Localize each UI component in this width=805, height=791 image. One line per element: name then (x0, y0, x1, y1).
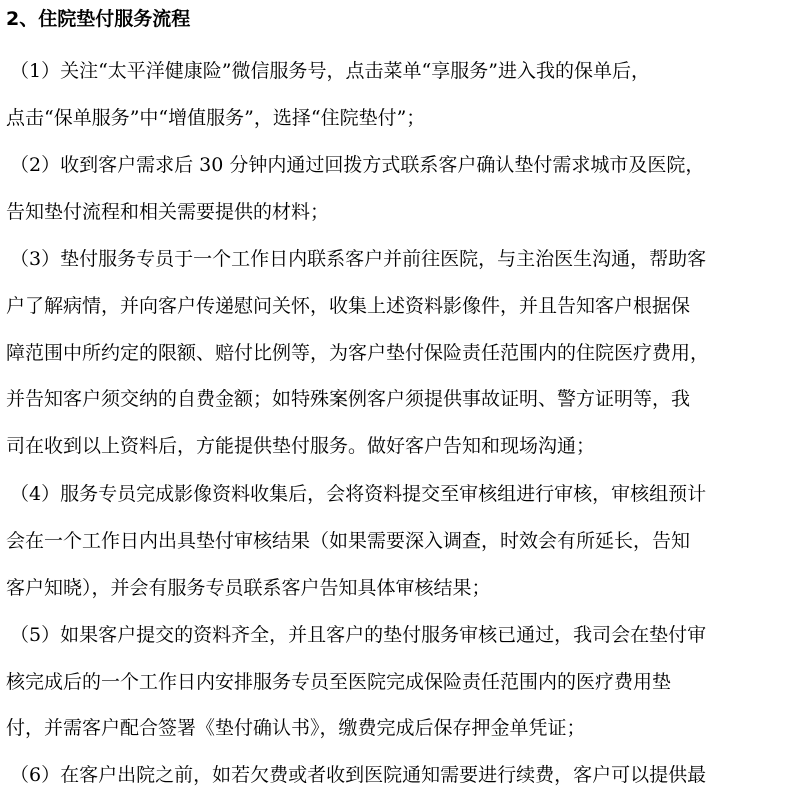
paragraph-line: （6）在客户出院之前，如若欠费或者收到医院通知需要进行续费，客户可以提供最 (10, 764, 707, 786)
paragraph-line: 点击“保单服务”中“增值服务”，选择“住院垫付”； (6, 107, 426, 129)
paragraph-line: （2）收到客户需求后 30 分钟内通过回拨方式联系客户确认垫付需求城市及医院， (10, 154, 705, 176)
paragraph-line: （1）关注“太平洋健康险”微信服务号，点击菜单“享服务”进入我的保单后， (10, 60, 650, 82)
paragraph-line: 司在收到以上资料后，方能提供垫付服务。做好客户告知和现场沟通； (6, 435, 596, 457)
section-heading: 2、住院垫付服务流程 (6, 8, 191, 30)
paragraph-line: 并告知客户须交纳的自费金额；如特殊案例客户须提供事故证明、警方证明等，我 (6, 388, 691, 410)
paragraph-line: 核完成后的一个工作日内安排服务专员至医院完成保险责任范围内的医疗费用垫 (6, 671, 672, 693)
paragraph-line: （4）服务专员完成影像资料收集后，会将资料提交至审核组进行审核，审核组预计 (10, 483, 707, 505)
paragraph-line: （5）如果客户提交的资料齐全，并且客户的垫付服务审核已通过，我司会在垫付审 (10, 624, 707, 646)
paragraph-line: 告知垫付流程和相关需要提供的材料； (6, 201, 330, 223)
paragraph-line: 户了解病情，并向客户传递慰问关怀，收集上述资料影像件，并且告知客户根据保 (6, 295, 691, 317)
paragraph-line: 付，并需客户配合签署《垫付确认书》，缴费完成后保存押金单凭证； (6, 717, 586, 739)
paragraph-line: 障范围中所约定的限额、赔付比例等，为客户垫付保险责任范围内的住院医疗费用， (6, 342, 710, 364)
paragraph-line: 会在一个工作日内出具垫付审核结果（如果需要深入调查，时效会有所延长，告知 (6, 530, 691, 552)
paragraph-line: （3）垫付服务专员于一个工作日内联系客户并前往医院，与主治医生沟通，帮助客 (10, 248, 707, 270)
paragraph-line: 客户知晓），并会有服务专员联系客户告知具体审核结果； (6, 577, 491, 599)
